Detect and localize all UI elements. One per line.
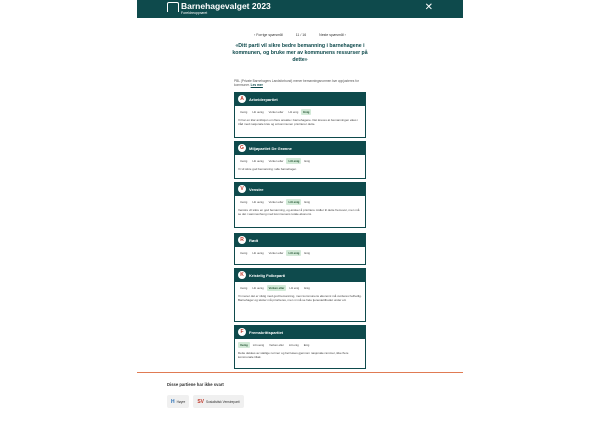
- answer-option: Enig: [304, 159, 310, 164]
- answer-option: Uenig: [240, 286, 248, 291]
- party-card-header: [235, 183, 365, 196]
- party-name: Venstre: [249, 187, 264, 192]
- party-comment: Venstre vil sikre en god bemanning, og ønsker å prioritere midler til dette fremover, men må se det i sammenheng med kommunens totale økonomi.: [238, 208, 360, 217]
- answer-scale: [235, 106, 365, 115]
- question-counter: 11 / 16: [295, 33, 307, 37]
- party-chip[interactable]: [167, 395, 189, 408]
- party-name: Fremskrittspartiet: [249, 330, 284, 335]
- party-name: Kristelig Folkeparti: [249, 273, 286, 278]
- answer-option: Litt uenig: [252, 159, 264, 164]
- party-logo-icon: A: [238, 95, 246, 103]
- answer-option: Enig: [303, 343, 310, 348]
- answer-option: Litt enig: [289, 286, 300, 291]
- question-text: «Ditt parti vil sikre bedre bemanning i barnehagene i kommunen, og bruke mer av kommunens ressurser på dette»: [232, 43, 368, 63]
- answer-option: Uenig: [240, 251, 248, 256]
- help-text: [234, 79, 364, 87]
- answer-option: Verken eller: [269, 343, 284, 348]
- party-logo-icon: F: [238, 328, 246, 336]
- answer-scale: [235, 247, 365, 256]
- answer-option: Verken eller: [268, 251, 284, 256]
- party-card-header: [235, 269, 365, 282]
- answer-option: Uenig: [240, 200, 248, 205]
- unanswered-parties: [167, 395, 244, 408]
- party-comment: Dette dekkes av statlige normer og bør løses gjennom nasjonale rammer, ikke flere kommunale tiltak.: [238, 351, 349, 360]
- answer-option: Litt uenig: [252, 200, 264, 205]
- read-more-link[interactable]: Les mer: [250, 83, 263, 88]
- party-logo-icon: SV: [197, 398, 204, 405]
- party-chip-label: Sosialistisk Venstreparti: [205, 399, 240, 404]
- party-chip-label: Høyre: [176, 399, 186, 404]
- party-comment: Vi mener det er viktig med god bemanning, men kommunens økonomi må vurderes helhetlig. Barnehager og skoler må prioriteres, men vi må se hele tjenestetilbudet under ett.: [238, 294, 362, 303]
- answer-option: Verken eller: [268, 286, 285, 291]
- answer-option: Litt enig: [288, 110, 299, 115]
- party-card: [234, 233, 366, 265]
- party-card: [234, 325, 366, 369]
- answer-option: Litt uenig: [252, 343, 265, 348]
- party-card: [234, 182, 366, 228]
- answer-option: Verken eller: [268, 159, 284, 164]
- answer-option: Verken eller: [268, 200, 284, 205]
- answer-scale: [235, 196, 365, 205]
- answer-option: Enig: [304, 286, 310, 291]
- house-logo-icon: [167, 2, 179, 12]
- next-question-link[interactable]: Neste spørsmål ›: [319, 33, 346, 37]
- answer-option: Enig: [304, 251, 310, 256]
- close-icon[interactable]: ✕: [424, 2, 433, 13]
- answer-option: Litt enig: [288, 200, 300, 205]
- party-card-header: [235, 234, 365, 247]
- answer-option: Uenig: [240, 159, 248, 164]
- party-logo-icon: K: [238, 271, 246, 279]
- party-card: [234, 141, 366, 179]
- party-card-header: [235, 326, 365, 339]
- answer-option: Litt enig: [288, 343, 299, 348]
- help-body: PBL (Private Barnehagers Landsforbund) mener bemanningsnormen bør oppjusteres for kommuner.: [234, 79, 359, 88]
- answer-scale: [235, 155, 365, 164]
- prev-question-link[interactable]: ‹ Forrige spørsmål: [254, 33, 283, 37]
- app-title: Barnehagevalget 2023: [181, 1, 271, 11]
- app-subtitle: Foreldreopprøret: [181, 11, 208, 15]
- answer-option: Uenig: [240, 343, 248, 348]
- footer-divider: [137, 372, 463, 373]
- answer-option: Uenig: [240, 110, 248, 115]
- party-logo-icon: H: [171, 398, 175, 405]
- party-logo-icon: V: [238, 185, 246, 193]
- answer-scale: [235, 282, 365, 291]
- answer-option: Litt enig: [288, 159, 300, 164]
- party-name: Arbeiderpartiet: [249, 97, 278, 102]
- unanswered-title: Disse partiene har ikke svart: [167, 382, 224, 387]
- party-name: Rødt: [249, 238, 259, 243]
- party-name: Miljøpartiet De Grønne: [249, 146, 292, 151]
- party-comment: Vi har en klar ambisjon om flere ansatte i barnehagene. Det kreves at bemanningen økes i tråd med nasjonale krav og at kommunen prioriterer dette.: [238, 118, 359, 127]
- answer-option: Enig: [303, 110, 310, 115]
- answer-option: Litt uenig: [252, 251, 264, 256]
- party-logo-icon: G: [238, 144, 246, 152]
- answer-option: Enig: [304, 200, 310, 205]
- answer-option: Litt enig: [288, 251, 300, 256]
- answer-option: Litt uenig: [252, 286, 264, 291]
- party-chip[interactable]: [193, 395, 243, 408]
- party-card-header: [235, 142, 365, 155]
- answer-scale: [235, 339, 365, 348]
- answer-option: Litt uenig: [252, 110, 264, 115]
- party-card-header: [235, 93, 365, 106]
- party-card: [234, 92, 366, 138]
- party-card: [234, 268, 366, 322]
- app-header: [137, 0, 463, 18]
- party-logo-icon: R: [238, 236, 246, 244]
- answer-option: Verken eller: [268, 110, 284, 115]
- question-navigation: [0, 33, 600, 37]
- party-comment: Vi vil sikre god bemanning i alle barnehager.: [238, 167, 297, 172]
